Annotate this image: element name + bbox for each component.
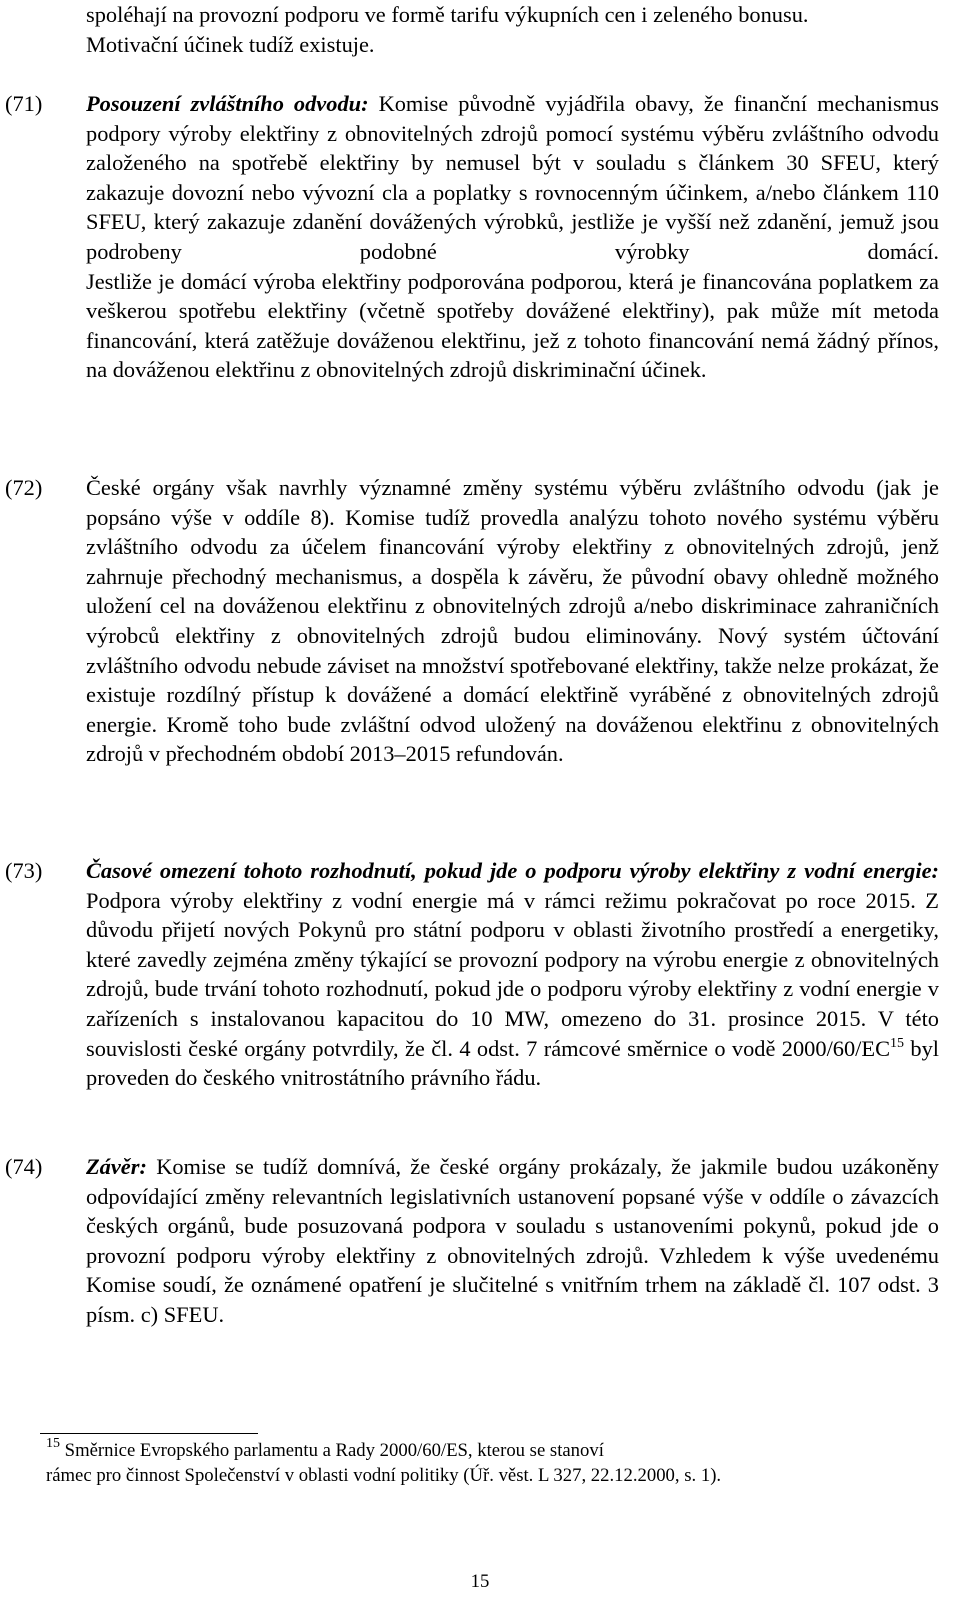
- footnote-line-2: rámec pro činnost Společenství v oblasti vodní politiky (Úř. věst. L 327, 22.12.2000, s. 1).: [46, 1465, 722, 1486]
- paragraph-73: [86, 856, 939, 1093]
- footnote-15: [46, 1438, 866, 1488]
- intro-line-2: Motivační účinek tudíž existuje.: [86, 31, 375, 57]
- paragraph-73-body: Podpora výroby elektřiny z vodní energie má v rámci režimu pokračovat po roce 2015. Z důvodu přijetí nových Pokynů pro státní podporu v oblasti životního prostředí a energetiky, které zavedly zejména změny týkající se provozní podpory na výrobu energie z obnovitelných zdrojů, bude trvání tohoto rozhodnutí, pokud jde o podporu výroby elektřiny z vodní energie v zařízeních s instalovanou kapacitou do 10 MW, omezeno do 31. prosince 2015. V této souvislosti české orgány potvrdily, že čl. 4 odst. 7 rámcové směrnice o vodě 2000/60/EC: [86, 887, 939, 1061]
- footnote-text-1: Směrnice Evropského parlamentu a Rady 2000/60/ES, kterou se stanoví: [60, 1440, 604, 1461]
- intro-line-1: spoléhají na provozní podporu ve formě tarifu výkupních cen i zeleného bonusu.: [86, 2, 809, 27]
- paragraph-number-73: (73): [5, 858, 43, 883]
- paragraph-72: České orgány však navrhly významné změny systému výběru zvláštního odvodu (jak je popsáno výše v oddíle 8). Komise tudíž provedla analýzu tohoto nového systému výběru zvláštního odvodu za účelem financování výroby elektřiny z obnovitelných zdrojů, jenž zahrnuje přechodný mechanismus, a dospěla k závěru, že původní obavy ohledně možného uložení cel na dováženou elektřinu z obnovitelných zdrojů a/nebo diskriminace zahraničních výrobců elektřiny z obnovitelných zdrojů budou eliminovány. Nový systém účtování zvláštního odvodu nebude záviset na množství spotřebované elektřiny, takže nelze prokázat, že existuje rozdílný přístup k dovážené a domácí elektřině vyráběné z obnovitelných zdrojů energie. Kromě toho bude zvláštní odvod uložený na dováženou elektřinu z obnovitelných zdrojů v přechodném období 2013–2015 refundován.: [86, 475, 939, 767]
- paragraph-71-part-1: [86, 89, 939, 267]
- paragraph-73-body-end: byl proveden do českého vnitrostátního právního řádu.: [86, 1035, 939, 1091]
- paragraph-73-heading: Časové omezení tohoto rozhodnutí, pokud jde o podporu výroby elektřiny z vodní energie:: [86, 858, 939, 883]
- footnote-number: 15: [46, 1436, 60, 1451]
- footnote-separator: [40, 1433, 258, 1434]
- intro-paragraph: [86, 0, 939, 59]
- footnote-reference-15[interactable]: 15: [890, 1035, 905, 1051]
- paragraph-number-72: (72): [5, 475, 43, 500]
- paragraph-74-heading: Závěr:: [86, 1154, 147, 1179]
- paragraph-71: [86, 89, 939, 385]
- page-number: 15: [470, 1571, 490, 1592]
- footnote-line-1: [46, 1438, 866, 1463]
- paragraph-71-part-2: Jestliže je domácí výroba elektřiny podporována podporou, která je financována poplatkem za veškerou spotřebu elektřiny (včetně spotřeby dovážené elektřiny), pak může mít metoda financování, která zatěžuje dováženou elektřinu, jež z tohoto financování nemá žádný přínos, na dováženou elektřinu z obnovitelných zdrojů diskriminační účinek.: [86, 268, 939, 383]
- paragraph-number-74: (74): [5, 1154, 43, 1179]
- paragraph-71-heading: Posouzení zvláštního odvodu:: [86, 91, 369, 116]
- paragraph-number-71: (71): [5, 91, 43, 116]
- paragraph-74-body: Komise se tudíž domnívá, že české orgány prokázaly, že jakmile budou uzákoněny odpovídající změny relevantních legislativních ustanovení popsané výše v oddíle o závazcích českých orgánů, bude posuzovaná podpora v souladu s ustanoveními pokynů, pokud jde o provozní podporu výroby elektřiny z obnovitelných zdrojů. Vzhledem k výše uvedenému Komise soudí, že oznámené opatření je slučitelné s vnitřním trhem na základě čl. 107 odst. 3 písm. c) SFEU.: [86, 1154, 939, 1327]
- paragraph-71-body: Komise původně vyjádřila obavy, že finanční mechanismus podpory výroby elektřiny z obnovitelných zdrojů pomocí systému výběru zvláštního odvodu založeného na spotřebě elektřiny by nemusel být v souladu s článkem 30 SFEU, který zakazuje dovozní nebo vývozní cla a poplatky s rovnocenným účinkem, a/nebo článkem 110 SFEU, který zakazuje zdanění dovážených výrobků, jestliže je vyšší než zdanění, jemuž jsou podrobeny podobné výrobky domácí.: [86, 91, 939, 264]
- paragraph-74: [86, 1152, 939, 1330]
